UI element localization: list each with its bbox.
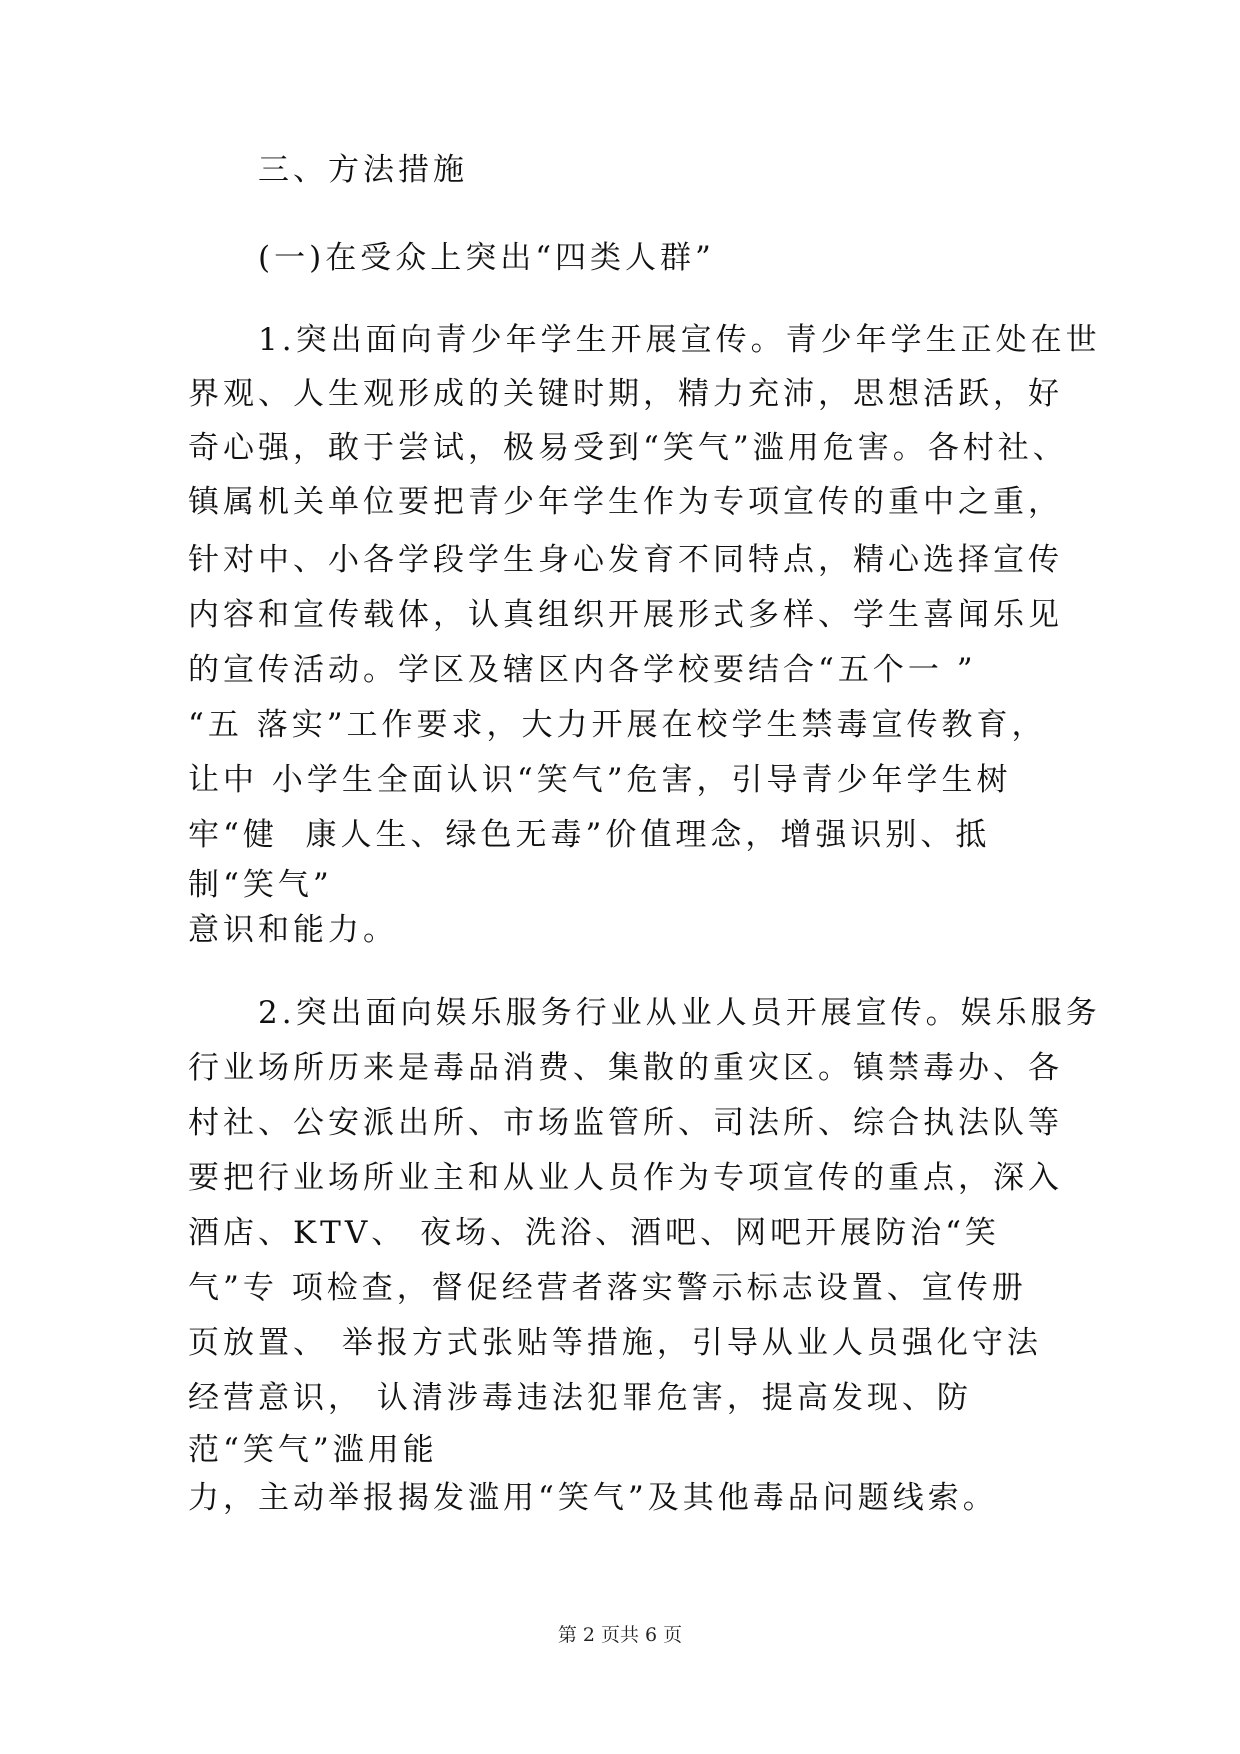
paragraph-line: 奇心强，敢于尝试，极易受到“笑气”滥用危害。各村社、 xyxy=(188,430,1068,466)
paragraph-line: 村社、公安派出所、市场监管所、司法所、综合执法队等 xyxy=(188,1105,1063,1141)
paragraph-line: 行业场所历来是毒品消费、集散的重灾区。镇禁毒办、各 xyxy=(188,1050,1063,1086)
paragraph-line: 经营意识， 认清涉毒违法犯罪危害，提高发现、防 xyxy=(188,1380,972,1416)
paragraph-line: 的宣传活动。学区及辖区内各学校要结合“五个一 ” xyxy=(188,652,977,688)
paragraph-line: 范“笑气”滥用能 xyxy=(188,1432,438,1468)
paragraph-line: 气”专 项检查，督促经营者落实警示标志设置、宣传册 xyxy=(188,1270,1027,1306)
paragraph-line: 牢“健 康人生、绿色无毒”价值理念，增强识别、抵 xyxy=(188,817,991,853)
section-heading: 三、方法措施 xyxy=(258,152,468,188)
paragraph-line: 内容和宣传载体，认真组织开展形式多样、学生喜闻乐见 xyxy=(188,597,1063,633)
paragraph-line: 针对中、小各学段学生身心发育不同特点，精心选择宣传 xyxy=(188,542,1063,578)
paragraph-line: 镇属机关单位要把青少年学生作为专项宣传的重中之重， xyxy=(188,484,1063,520)
paragraph-line: 制“笑气” xyxy=(188,867,333,903)
page-number-footer: 第 2 页共 6 页 xyxy=(557,1624,683,1646)
paragraph-line: 界观、人生观形成的关键时期，精力充沛，思想活跃，好 xyxy=(188,376,1063,412)
paragraph-line: 意识和能力。 xyxy=(188,912,398,948)
paragraph-line: “五 落实”工作要求，大力开展在校学生禁毒宣传教育， xyxy=(188,707,1047,743)
paragraph-line: 要把行业场所业主和从业人员作为专项宣传的重点，深入 xyxy=(188,1160,1063,1196)
subsection-heading: (一)在受众上突出“四类人群” xyxy=(258,240,715,276)
paragraph-line: 让中 小学生全面认识“笑气”危害，引导青少年学生树 xyxy=(188,762,1012,798)
paragraph-line: 酒店、KTV、 夜场、洗浴、酒吧、网吧开展防治“笑 xyxy=(188,1215,1000,1251)
paragraph-line: 1.突出面向青少年学生开展宣传。青少年学生正处在世 xyxy=(258,322,1101,358)
paragraph-line: 力，主动举报揭发滥用“笑气”及其他毒品问题线索。 xyxy=(188,1480,998,1516)
paragraph-line: 页放置、 举报方式张贴等措施，引导从业人员强化守法 xyxy=(188,1325,1042,1361)
paragraph-line: 2.突出面向娱乐服务行业从业人员开展宣传。娱乐服务 xyxy=(258,995,1101,1031)
